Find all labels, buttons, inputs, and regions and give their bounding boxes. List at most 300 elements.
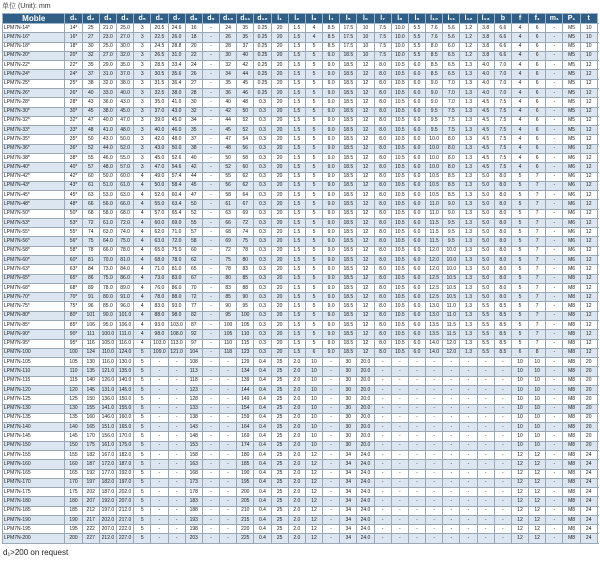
table-cell: 100 <box>237 311 254 320</box>
table-cell: 9.0 <box>323 98 340 107</box>
table-cell: 88.0 <box>168 293 185 302</box>
table-cell: M8 <box>563 395 580 404</box>
table-cell: 42 <box>237 61 254 70</box>
table-cell: - <box>546 283 563 292</box>
table-cell: 78 <box>82 246 99 255</box>
table-cell: 6.6 <box>494 42 511 51</box>
table-cell: 9.0 <box>323 274 340 283</box>
table-cell: - <box>168 441 185 450</box>
table-cell: 180 <box>65 497 82 506</box>
table-cell: 12 <box>529 478 546 487</box>
table-cell: - <box>426 441 443 450</box>
table-cell: - <box>546 339 563 348</box>
table-cell: - <box>323 441 340 450</box>
table-cell: 9.0 <box>443 209 460 218</box>
table-cell: 20 <box>271 88 288 97</box>
table-cell: 3 <box>134 88 151 97</box>
table-cell: 202.0 <box>99 515 116 524</box>
table-cell: M8 <box>563 311 580 320</box>
table-cell: 5 <box>134 450 151 459</box>
table-cell: 96.0 <box>116 302 133 311</box>
table-cell: 16* <box>65 33 82 42</box>
table-cell: M8 <box>563 423 580 432</box>
table-cell: 10.5 <box>391 302 408 311</box>
unit-label: 单位 (Unit): mm <box>2 3 51 10</box>
table-cell: M6 <box>563 144 580 153</box>
table-row <box>3 116 598 125</box>
column-header: l₁₀ <box>426 14 443 24</box>
table-cell: - <box>391 404 408 413</box>
table-cell: 135 <box>82 367 99 376</box>
table-cell: 5 <box>305 181 322 190</box>
table-cell: 5 <box>305 246 322 255</box>
table-cell: M8 <box>563 460 580 469</box>
table-cell: 34 <box>340 478 357 487</box>
table-cell: 0.3 <box>254 200 271 209</box>
table-cell: 30 <box>340 441 357 450</box>
table-cell: 36.0 <box>99 98 116 107</box>
table-row <box>3 311 598 320</box>
table-cell: 49.0 <box>151 172 168 181</box>
table-cell: 12 <box>580 200 597 209</box>
table-cell: 7 <box>529 200 546 209</box>
table-cell: - <box>202 441 219 450</box>
table-cell: 5 <box>134 469 151 478</box>
table-cell: 10.0 <box>391 51 408 60</box>
table-cell: 145 <box>82 385 99 394</box>
table-cell: 83.0 <box>168 274 185 283</box>
table-cell: - <box>546 488 563 497</box>
table-cell: 3 <box>134 163 151 172</box>
table-cell: M6 <box>563 172 580 181</box>
table-cell: 5 <box>511 200 528 209</box>
table-cell: - <box>168 367 185 376</box>
table-cell: 10 <box>511 385 528 394</box>
table-cell: 63* <box>65 265 82 274</box>
table-cell: 86.0 <box>168 283 185 292</box>
table-cell: 28* <box>65 98 82 107</box>
table-cell: - <box>202 42 219 51</box>
table-cell: 60 <box>82 172 99 181</box>
table-cell: 0.3 <box>254 135 271 144</box>
table-cell: 156.0 <box>99 432 116 441</box>
table-cell: - <box>546 460 563 469</box>
table-cell: 8.0 <box>374 116 391 125</box>
table-cell: 8.0 <box>374 209 391 218</box>
table-cell: - <box>323 413 340 422</box>
table-cell: 30 <box>82 42 99 51</box>
table-cell: - <box>202 144 219 153</box>
table-cell: M5 <box>563 135 580 144</box>
table-cell: - <box>202 172 219 181</box>
table-cell: 20 <box>271 265 288 274</box>
model-cell: LPM7N-18* <box>3 42 65 51</box>
table-cell: 13.0 <box>426 302 443 311</box>
table-cell: 2.0 <box>288 460 305 469</box>
table-cell: 20 <box>271 163 288 172</box>
column-header: Moble <box>3 14 65 24</box>
table-cell: 1.3 <box>460 107 477 116</box>
table-cell: 35.6 <box>168 70 185 79</box>
table-cell: 5 <box>134 460 151 469</box>
table-cell: 8 <box>529 348 546 357</box>
table-cell: 8.0 <box>494 218 511 227</box>
table-cell: 12 <box>511 469 528 478</box>
table-cell: 1.3 <box>460 135 477 144</box>
table-cell: 27 <box>82 33 99 42</box>
table-cell: 1.3 <box>460 330 477 339</box>
table-cell: 12 <box>580 61 597 70</box>
table-cell: 8.0 <box>443 135 460 144</box>
table-cell: 169 <box>237 432 254 441</box>
table-cell: - <box>546 432 563 441</box>
table-cell: 10.5 <box>391 126 408 135</box>
table-cell: 20.0 <box>357 441 374 450</box>
table-cell: 8.0 <box>494 172 511 181</box>
table-cell: - <box>374 460 391 469</box>
table-cell: 12.5 <box>426 274 443 283</box>
table-cell: - <box>408 506 425 515</box>
table-cell: 27 <box>185 79 202 88</box>
table-cell: 10 <box>529 358 546 367</box>
table-cell: 5 <box>305 172 322 181</box>
table-cell: 18.5 <box>340 116 357 125</box>
table-cell: - <box>477 460 494 469</box>
table-cell: 10.5 <box>391 144 408 153</box>
column-header: f <box>511 14 528 24</box>
table-cell: 20 <box>271 200 288 209</box>
table-cell: 4 <box>511 79 528 88</box>
column-header: d₃ <box>99 14 116 24</box>
table-cell: - <box>426 367 443 376</box>
model-cell: LPM7N-70* <box>3 293 65 302</box>
table-cell: - <box>202 181 219 190</box>
table-cell: 10.5 <box>391 218 408 227</box>
table-cell: 0.25 <box>254 42 271 51</box>
table-cell: - <box>443 367 460 376</box>
table-cell: 6.0 <box>408 283 425 292</box>
table-cell: 52 <box>82 144 99 153</box>
table-cell: 7.5 <box>443 126 460 135</box>
table-cell: 2.0 <box>288 441 305 450</box>
table-cell: - <box>151 367 168 376</box>
table-cell: 71.0 <box>151 265 168 274</box>
table-cell: 5 <box>305 126 322 135</box>
table-cell: 7.5 <box>494 126 511 135</box>
table-cell: - <box>546 478 563 487</box>
table-cell: - <box>391 478 408 487</box>
table-cell: M8 <box>563 478 580 487</box>
table-cell: 5 <box>305 153 322 162</box>
table-cell: - <box>220 376 237 385</box>
table-cell: - <box>374 525 391 534</box>
table-cell: - <box>151 385 168 394</box>
table-cell: 20 <box>271 302 288 311</box>
table-cell: - <box>494 478 511 487</box>
table-cell: - <box>374 515 391 524</box>
model-cell: LPM7N-26* <box>3 88 65 97</box>
table-cell: 18.5 <box>340 246 357 255</box>
table-cell: 0.3 <box>254 172 271 181</box>
table-cell: 26.5 <box>151 51 168 60</box>
table-cell: 139 <box>237 376 254 385</box>
table-cell: - <box>546 525 563 534</box>
table-cell: 195 <box>237 478 254 487</box>
table-cell: 10 <box>305 404 322 413</box>
table-cell: 5.0 <box>477 200 494 209</box>
table-cell: - <box>460 376 477 385</box>
model-cell: LPM7N-38* <box>3 153 65 162</box>
table-cell: 0.3 <box>254 330 271 339</box>
table-cell: 9.0 <box>323 191 340 200</box>
table-cell: 6.0 <box>408 321 425 330</box>
table-cell: 18.5 <box>340 311 357 320</box>
table-cell: 30* <box>65 107 82 116</box>
table-cell: - <box>220 450 237 459</box>
table-cell: 32 <box>220 61 237 70</box>
table-cell: M8 <box>563 469 580 478</box>
table-cell: 4 <box>134 293 151 302</box>
table-cell: 34 <box>340 497 357 506</box>
table-cell: M8 <box>563 534 580 544</box>
table-cell: 38 <box>185 144 202 153</box>
table-cell: 0.3 <box>254 163 271 172</box>
table-row <box>3 274 598 283</box>
table-cell: 0.4 <box>254 432 271 441</box>
table-cell: 1.3 <box>460 265 477 274</box>
table-cell: - <box>443 506 460 515</box>
table-cell: 81.0 <box>168 265 185 274</box>
table-cell: 10.5 <box>391 200 408 209</box>
table-cell: 20.0 <box>357 432 374 441</box>
table-cell: 5.0 <box>477 209 494 218</box>
table-cell: 78.0 <box>99 283 116 292</box>
table-cell: 12 <box>357 339 374 348</box>
table-cell: 144 <box>237 385 254 394</box>
table-cell: 55* <box>65 228 82 237</box>
table-cell: - <box>202 24 219 33</box>
table-cell: - <box>202 107 219 116</box>
table-cell: 58 <box>237 153 254 162</box>
table-cell: 3 <box>134 51 151 60</box>
table-cell: 89 <box>82 283 99 292</box>
table-cell: 6.0 <box>408 311 425 320</box>
model-cell: LPM7N-55* <box>3 228 65 237</box>
table-cell: 0.3 <box>254 228 271 237</box>
table-cell: 1.3 <box>460 61 477 70</box>
table-cell: 8.5 <box>426 61 443 70</box>
table-cell: 24.0 <box>357 506 374 515</box>
table-cell: 6.0 <box>408 172 425 181</box>
table-cell: 18.5 <box>340 218 357 227</box>
table-cell: 0.3 <box>254 274 271 283</box>
table-cell: - <box>546 469 563 478</box>
table-cell: 8.0 <box>374 274 391 283</box>
table-cell: 143 <box>185 423 202 432</box>
table-cell: - <box>168 404 185 413</box>
table-row <box>3 367 598 376</box>
table-cell: 20 <box>271 246 288 255</box>
table-cell: - <box>546 293 563 302</box>
table-cell: 175 <box>82 441 99 450</box>
table-cell: - <box>477 469 494 478</box>
table-cell: - <box>546 237 563 246</box>
table-cell: - <box>202 460 219 469</box>
table-cell: 0.4 <box>254 376 271 385</box>
table-cell: 20 <box>271 237 288 246</box>
table-cell: 5.0 <box>477 293 494 302</box>
table-cell: 5 <box>305 135 322 144</box>
table-cell: 10 <box>511 413 528 422</box>
table-cell: 108.0 <box>168 330 185 339</box>
table-cell: 4 <box>134 218 151 227</box>
table-cell: 111 <box>82 330 99 339</box>
table-cell: 18 <box>185 33 202 42</box>
table-cell: 52.6 <box>168 153 185 162</box>
table-cell: 12 <box>357 228 374 237</box>
table-cell: - <box>460 469 477 478</box>
table-cell: - <box>443 404 460 413</box>
column-header: d₁ <box>65 14 82 24</box>
table-cell: 75* <box>65 302 82 311</box>
table-cell: 12 <box>357 181 374 190</box>
table-cell: 5 <box>305 237 322 246</box>
table-cell: 8.0 <box>374 348 391 357</box>
table-cell: 7.5 <box>443 107 460 116</box>
table-cell: 25 <box>271 367 288 376</box>
model-cell: LPM7N-25* <box>3 79 65 88</box>
table-cell: 5 <box>305 339 322 348</box>
table-cell: 52 <box>220 163 237 172</box>
table-cell: - <box>426 534 443 544</box>
table-cell: 8.5 <box>494 321 511 330</box>
table-cell: 140 <box>82 376 99 385</box>
table-cell: 192.0 <box>99 497 116 506</box>
table-cell: - <box>546 116 563 125</box>
table-cell: 5 <box>305 107 322 116</box>
table-cell: - <box>426 460 443 469</box>
table-cell: 12 <box>580 107 597 116</box>
table-cell: - <box>408 376 425 385</box>
table-cell: 10.5 <box>426 191 443 200</box>
table-cell: 10 <box>580 33 597 42</box>
table-cell: 85.0 <box>99 302 116 311</box>
table-cell: 0.3 <box>254 126 271 135</box>
table-cell: 1.5 <box>288 339 305 348</box>
table-cell: - <box>546 246 563 255</box>
table-cell: 28.5 <box>151 61 168 70</box>
table-cell: 10.5 <box>391 274 408 283</box>
table-cell: 12 <box>580 135 597 144</box>
table-cell: - <box>443 525 460 534</box>
table-cell: 1.3 <box>460 237 477 246</box>
table-cell: 75.0 <box>116 237 133 246</box>
table-cell: - <box>202 339 219 348</box>
table-cell: - <box>374 432 391 441</box>
table-cell: 2.0 <box>288 534 305 544</box>
table-cell: 32* <box>65 116 82 125</box>
table-cell: 178 <box>185 488 202 497</box>
table-cell: 6.0 <box>408 274 425 283</box>
table-cell: 1.2 <box>460 24 477 33</box>
table-cell: 7 <box>529 274 546 283</box>
table-cell: 0.3 <box>254 311 271 320</box>
table-row <box>3 515 598 524</box>
table-cell: - <box>220 358 237 367</box>
table-cell: 10 <box>529 413 546 422</box>
table-cell: - <box>546 88 563 97</box>
table-cell: 24.0 <box>357 534 374 544</box>
table-cell: 1.5 <box>288 135 305 144</box>
table-row <box>3 432 598 441</box>
table-cell: 8.0 <box>374 135 391 144</box>
table-cell: M8 <box>563 515 580 524</box>
table-cell: 63 <box>82 191 99 200</box>
table-cell: 24.0 <box>357 460 374 469</box>
table-row <box>3 404 598 413</box>
table-cell: 12 <box>580 302 597 311</box>
table-cell: - <box>460 404 477 413</box>
table-cell: 5 <box>305 70 322 79</box>
table-cell: - <box>546 385 563 394</box>
table-cell: 8.0 <box>374 181 391 190</box>
table-cell: 222.0 <box>116 525 133 534</box>
table-cell: 9.0 <box>323 311 340 320</box>
table-cell: 1.2 <box>460 42 477 51</box>
table-cell: 0.25 <box>254 24 271 33</box>
table-cell: 7 <box>529 293 546 302</box>
table-cell: 43* <box>65 181 82 190</box>
model-cell: LPM7N-110 <box>3 367 65 376</box>
table-cell: 12 <box>357 330 374 339</box>
table-cell: 6 <box>529 163 546 172</box>
table-cell: - <box>408 404 425 413</box>
table-cell: 10.5 <box>391 70 408 79</box>
table-cell: 50 <box>220 153 237 162</box>
table-cell: 10 <box>511 404 528 413</box>
table-cell: 110 <box>65 367 82 376</box>
table-cell: 48* <box>65 200 82 209</box>
table-cell: - <box>443 413 460 422</box>
table-cell: 10 <box>305 432 322 441</box>
table-cell: 0.4 <box>254 506 271 515</box>
table-cell: 136.0 <box>99 395 116 404</box>
table-cell: 4 <box>134 321 151 330</box>
table-cell: 12 <box>357 98 374 107</box>
table-cell: - <box>546 441 563 450</box>
table-cell: - <box>477 497 494 506</box>
table-row <box>3 534 598 544</box>
table-cell: M6 <box>563 181 580 190</box>
table-cell: 81 <box>82 256 99 265</box>
table-cell: - <box>546 51 563 60</box>
table-cell: - <box>323 376 340 385</box>
table-cell: 6 <box>529 126 546 135</box>
table-cell: - <box>202 293 219 302</box>
table-row <box>3 70 598 79</box>
table-row <box>3 153 598 162</box>
table-cell: 9.0 <box>323 265 340 274</box>
table-row <box>3 218 598 227</box>
table-cell: - <box>494 432 511 441</box>
table-cell: - <box>323 395 340 404</box>
table-cell: 8.5 <box>443 181 460 190</box>
table-cell: - <box>220 385 237 394</box>
table-cell: 85 <box>220 293 237 302</box>
table-cell: 5 <box>511 218 528 227</box>
column-header: l₅ <box>340 14 357 24</box>
table-cell: 20 <box>580 432 597 441</box>
